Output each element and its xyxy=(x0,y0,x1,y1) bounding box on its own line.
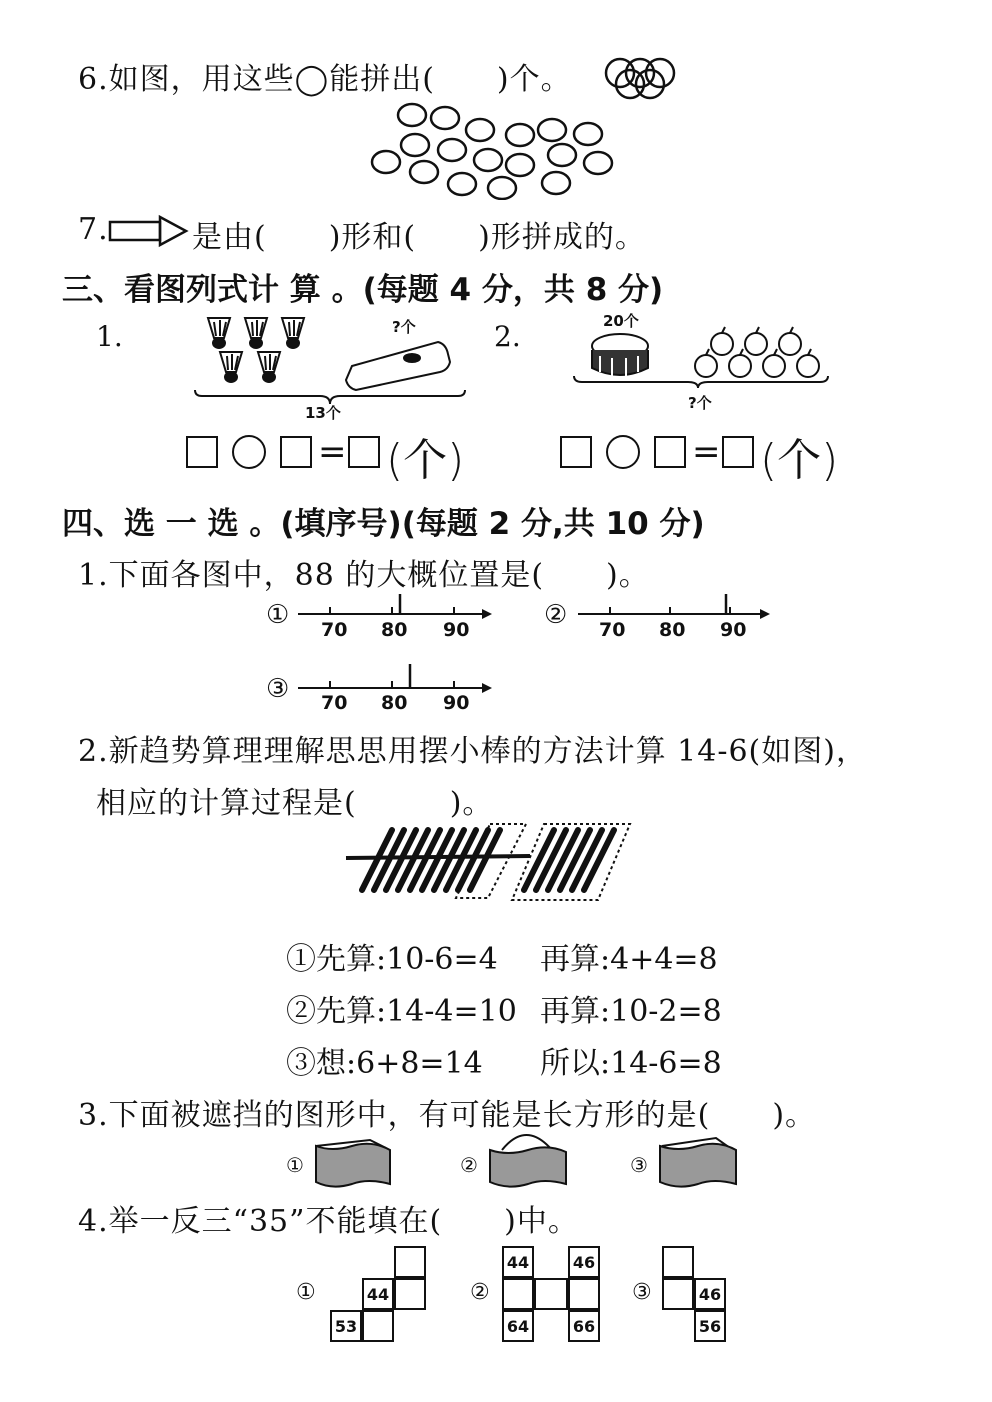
s4-q2-option-2-b: 再算:10-2=8 xyxy=(540,994,722,1029)
s3-item-1-top-label: ?个 xyxy=(392,318,416,336)
equals-sign: = xyxy=(318,432,347,472)
tick-label: 70 xyxy=(321,619,348,641)
option-mark: ① xyxy=(286,1153,304,1177)
s3-item-1-bottom-label: 13个 xyxy=(305,404,341,422)
apple-icon xyxy=(745,327,767,355)
grid-cell: 53 xyxy=(330,1310,362,1342)
question-6-text: 6.如图，用这些◯能拼出( )个。 xyxy=(78,62,572,97)
apple-icon xyxy=(797,349,819,377)
grid-cell: 64 xyxy=(502,1310,534,1342)
answer-box[interactable] xyxy=(186,436,218,468)
shuttlecock-icon xyxy=(208,318,230,348)
tick-label: 70 xyxy=(599,619,626,641)
grid-cell: 56 xyxy=(694,1310,726,1342)
hidden-shape-2 xyxy=(486,1126,572,1188)
answer-box[interactable] xyxy=(654,436,686,468)
answer-box[interactable] xyxy=(280,436,312,468)
question-7-number: 7. xyxy=(78,212,109,247)
number-line-3 xyxy=(296,662,496,696)
answer-box[interactable] xyxy=(348,436,380,468)
option-mark: ③ xyxy=(632,1280,652,1305)
tick-label: 90 xyxy=(720,619,747,641)
apple-icon xyxy=(763,349,785,377)
grid-cell: 46 xyxy=(694,1278,726,1310)
basket-icon xyxy=(592,334,648,376)
s3-item-2-equation xyxy=(560,432,860,486)
s4-q2-option-1-b: 再算:4+4=8 xyxy=(540,942,718,977)
option-mark: ③ xyxy=(630,1153,648,1177)
shuttlecock-tube-icon xyxy=(346,342,450,390)
arrow-shape-icon xyxy=(108,214,190,248)
apple-icon xyxy=(779,327,801,355)
grid-cell xyxy=(662,1278,694,1310)
unit-label: (个) xyxy=(760,435,839,486)
s4-q2-option-3-a: ③想:6+8=14 xyxy=(286,1046,483,1081)
s4-q2-option-3-b: 所以:14-6=8 xyxy=(540,1046,722,1081)
tick-label: 90 xyxy=(443,619,470,641)
tick-label: 80 xyxy=(381,619,408,641)
s3-item-1-index: 1. xyxy=(96,320,123,353)
s4-q2-option-2-a: ②先算:14-4=10 xyxy=(286,994,517,1029)
grid-cell xyxy=(568,1278,600,1310)
shuttlecock-icon xyxy=(245,318,267,348)
section-4-title: 四、选 一 选 。(填序号)(每题 2 分,共 10 分) xyxy=(62,506,705,542)
option-mark: ② xyxy=(544,600,568,630)
olympic-rings-figure xyxy=(598,56,684,102)
equals-sign: = xyxy=(692,432,721,472)
s4-q1-text: 1.下面各图中，88 的大概位置是( )。 xyxy=(78,558,650,593)
grid-cell xyxy=(394,1278,426,1310)
tick-label: 90 xyxy=(443,692,470,714)
grid-cell xyxy=(362,1310,394,1342)
circles-cluster-figure xyxy=(360,100,630,200)
s3-item-2-top-label: 20个 xyxy=(603,312,639,330)
s3-item-1-equation xyxy=(186,432,486,486)
s4-q2-line-1: 2.新趋势算理理解思思用摆小棒的方法计算 14-6(如图)， xyxy=(78,734,867,769)
s3-item-2-bottom-label: ?个 xyxy=(688,394,712,412)
unit-label: (个) xyxy=(386,435,465,486)
operator-circle[interactable] xyxy=(232,435,266,469)
s4-q2-option-1-a: ①先算:10-6=4 xyxy=(286,942,498,977)
s4-q3-text: 3.下面被遮挡的图形中，有可能是长方形的是( )。 xyxy=(78,1098,817,1133)
apple-icon xyxy=(695,349,717,377)
shuttlecock-icon xyxy=(220,352,242,382)
grid-cell xyxy=(662,1246,694,1278)
grid-cell xyxy=(502,1278,534,1310)
question-7-text: 是由( )形和( )形拼成的。 xyxy=(192,220,646,255)
hidden-shape-3 xyxy=(656,1130,742,1188)
option-mark: ② xyxy=(470,1280,490,1305)
s3-item-2-index: 2. xyxy=(494,320,521,353)
grid-cell xyxy=(534,1278,568,1310)
answer-box[interactable] xyxy=(722,436,754,468)
s4-q4-text: 4.举一反三“35”不能填在( )中。 xyxy=(78,1204,579,1239)
section-3-title: 三、看图列式计 算 。(每题 4 分，共 8 分) xyxy=(62,272,664,308)
shuttlecock-icon xyxy=(282,318,304,348)
tick-label: 70 xyxy=(321,692,348,714)
sticks-figure xyxy=(340,820,640,906)
option-mark: ① xyxy=(296,1280,316,1305)
s4-q2-line-2: 相应的计算过程是( )。 xyxy=(96,786,494,821)
tick-label: 80 xyxy=(659,619,686,641)
grid-cell: 46 xyxy=(568,1246,600,1278)
grid-cell xyxy=(394,1246,426,1278)
option-mark: ③ xyxy=(266,674,290,704)
hidden-shape-1 xyxy=(312,1130,396,1188)
option-mark: ① xyxy=(266,600,290,630)
grid-cell: 66 xyxy=(568,1310,600,1342)
answer-box[interactable] xyxy=(560,436,592,468)
apple-icon xyxy=(711,327,733,355)
option-mark: ② xyxy=(460,1153,478,1177)
tick-label: 80 xyxy=(381,692,408,714)
shuttlecock-icon xyxy=(258,352,280,382)
grid-cell: 44 xyxy=(362,1278,394,1310)
apple-icon xyxy=(729,349,751,377)
grid-cell: 44 xyxy=(502,1246,534,1278)
operator-circle[interactable] xyxy=(606,435,640,469)
